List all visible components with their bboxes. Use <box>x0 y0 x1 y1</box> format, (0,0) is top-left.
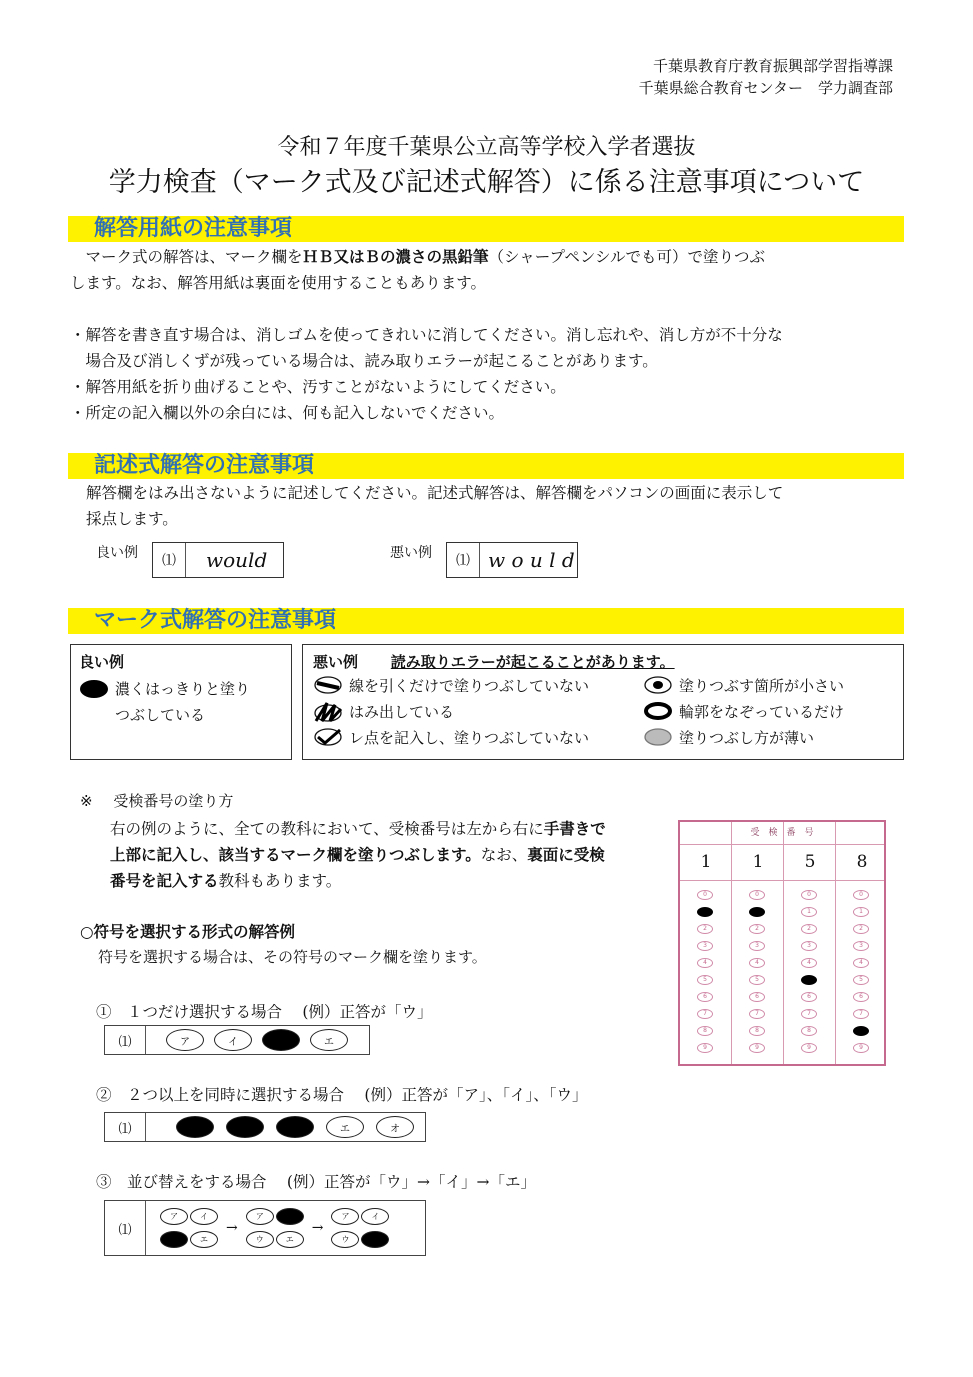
bad-item-small-text: 塗りつぶす箇所が小さい <box>679 676 845 695</box>
sheet-column <box>784 822 836 1064</box>
mark-bad-warning: 読み取りエラーが起こることがあります。 <box>390 653 675 671</box>
exam-text-line-1 <box>110 816 670 842</box>
mark-bad-left-col <box>313 672 643 750</box>
example1-answer-row <box>104 1025 370 1055</box>
sheet-bubble: 6 <box>697 992 713 1002</box>
sheet-bubble: 5 <box>697 975 713 985</box>
bad-item-overflow-text: はみ出している <box>349 702 455 721</box>
title-line-2: 学力検査（マーク式及び記述式解答）に係る注意事項について <box>108 167 865 198</box>
section1-bullets <box>70 322 920 426</box>
bad-answer-text: w o u l d <box>488 548 575 572</box>
org-line-1: 千葉県教育庁教育振興部学習指導課 <box>652 57 893 75</box>
example3-answer-row <box>104 1200 426 1256</box>
bubble-a: ア <box>166 1029 204 1051</box>
mark-good-text <box>115 676 250 728</box>
organization-block <box>639 55 893 99</box>
note-mark: ※ <box>80 792 93 810</box>
sheet-bubble: 3 <box>697 941 713 951</box>
example3-groups <box>160 1208 389 1248</box>
overflow-mark-icon <box>313 701 343 721</box>
sheet-bubble: 9 <box>801 1043 817 1053</box>
mark-good-row <box>79 676 283 728</box>
bubble-i: イ <box>214 1029 252 1051</box>
sheet-bubble: 2 <box>697 924 713 934</box>
sheet-bubble: 2 <box>853 924 869 934</box>
sheet-bubble <box>853 1026 869 1036</box>
section2-line-1: 解答欄をはみ出さないように記述してください。記述式解答は、解答欄をパソコンの画面に表示して <box>86 484 784 502</box>
sheet-bubble: 9 <box>853 1043 869 1053</box>
mark-bad-right-col <box>643 672 844 750</box>
line-stroke-mark-icon <box>313 675 343 695</box>
sheet-bubble: 0 <box>749 890 765 900</box>
example2-answer-row <box>104 1112 426 1142</box>
bubble-e: エ <box>326 1116 364 1138</box>
sheet-bubble: 0 <box>853 890 869 900</box>
bubble-i-filled <box>276 1208 304 1225</box>
bubble-e: エ <box>190 1231 218 1248</box>
small-fill-mark-icon <box>643 675 673 695</box>
sheet-bubble: 2 <box>801 924 817 934</box>
bubble-a: ア <box>160 1208 188 1225</box>
sheet-bubble: 0 <box>697 890 713 900</box>
sheet-bubble: 1 <box>801 907 817 917</box>
symbol-section-intro: 符号を選択する場合は、その符号のマーク欄を塗ります。 <box>98 948 487 966</box>
answer-number: ⑴ <box>105 1026 146 1054</box>
sheet-digit: 5 <box>804 852 816 872</box>
mark-bad-title: 悪い例 <box>313 653 359 671</box>
sheet-bubble: 7 <box>749 1009 765 1019</box>
sheet-bubble: 9 <box>749 1043 765 1053</box>
good-example-label: 良い例 <box>96 545 138 561</box>
section1-intro-line1 <box>70 244 910 270</box>
sheet-bubble: 8 <box>697 1026 713 1036</box>
section1-intro <box>70 244 910 296</box>
answer-number: ⑴ <box>447 543 480 577</box>
bubble-e-filled <box>361 1231 389 1248</box>
title-line-1: 令和７年度千葉県公立高等学校入学者選抜 <box>277 135 696 160</box>
exam-number-sheet <box>678 820 886 1066</box>
intro-text-bold: ＨＢ又はＢの濃さの黒鉛筆 <box>302 248 489 266</box>
section1-intro-line2: します。なお、解答用紙は裏面を使用することもあります。 <box>70 274 487 292</box>
sheet-bubble: 3 <box>749 941 765 951</box>
mark-good-text-line1: 濃くはっきりと塗り <box>115 680 251 698</box>
bullet-1-line-2: 場合及び消しくずが残っている場合は、読み取りエラーが起こることがあります。 <box>70 352 658 370</box>
sheet-bubble: 4 <box>853 958 869 968</box>
sheet-bubble: 7 <box>697 1009 713 1019</box>
sheet-bubble: 1 <box>853 907 869 917</box>
bubble-o: オ <box>376 1116 414 1138</box>
bad-item-outline <box>643 698 844 724</box>
bubble-u-filled <box>160 1231 188 1248</box>
bubble-i: イ <box>190 1208 218 1225</box>
mark-good-text-line2: つぶしている <box>115 706 206 724</box>
bubble-a-filled <box>176 1116 214 1138</box>
order-group-1 <box>160 1208 218 1248</box>
sheet-bubble <box>749 907 765 917</box>
mark-bad-example-box <box>302 644 904 760</box>
mark-bad-title-row <box>313 651 893 672</box>
sheet-bubble: 3 <box>853 941 869 951</box>
bad-item-outline-text: 輪郭をなぞっているだけ <box>679 702 845 721</box>
answer-number: ⑴ <box>153 543 186 577</box>
filled-mark-icon <box>79 679 109 699</box>
example3-label: ③ 並び替えをする場合 (例）正答が「ウ」→「イ」→「エ」 <box>96 1173 536 1191</box>
bubble-e: エ <box>310 1029 348 1051</box>
bad-example-label: 悪い例 <box>390 545 432 561</box>
exam-text-b: なお、 <box>480 846 528 864</box>
sheet-column <box>732 822 784 1064</box>
sheet-bubble: 3 <box>801 941 817 951</box>
exam-text-line-3 <box>110 868 670 894</box>
sheet-header: 受 検 番 号 <box>680 822 884 845</box>
exam-text-bold-d: 番号を記入する <box>110 872 219 890</box>
sheet-digit: 1 <box>752 852 764 872</box>
exam-text-a: 右の例のように、全ての教科において、受検番号は左から右に <box>110 820 544 838</box>
example2-bubbles <box>176 1116 414 1138</box>
sheet-bubble: 4 <box>749 958 765 968</box>
section2-text <box>86 480 916 532</box>
exam-text-bold-b: 上部に記入し、該当するマーク欄を塗りつぶします。 <box>110 846 481 864</box>
bad-example-box <box>446 542 578 578</box>
good-answer-text: would <box>206 548 268 572</box>
sheet-column <box>836 822 888 1064</box>
sheet-bubble: 5 <box>749 975 765 985</box>
sheet-bubble: 7 <box>801 1009 817 1019</box>
sheet-bubble <box>801 975 817 985</box>
intro-text-b: （シャープペンシルでも可）で塗りつぶ <box>488 248 766 266</box>
outline-mark-icon <box>643 701 673 721</box>
sheet-bubble: 8 <box>801 1026 817 1036</box>
bad-item-line-text: 線を引くだけで塗りつぶしていない <box>349 676 590 695</box>
bubble-u-filled <box>262 1029 300 1051</box>
section2-line-2: 採点します。 <box>86 510 178 528</box>
exam-number-title: 受検番号の塗り方 <box>113 792 234 810</box>
sheet-bubble: 6 <box>853 992 869 1002</box>
mark-bad-items <box>313 672 893 750</box>
example2-label: ② ２つ以上を同時に選択する場合 (例）正答が「ア」、「イ」、「ウ」 <box>96 1086 588 1104</box>
answer-number: ⑴ <box>105 1113 146 1141</box>
good-example-box <box>152 542 284 578</box>
sheet-bubble: 4 <box>801 958 817 968</box>
exam-text-line-2 <box>110 842 670 868</box>
bad-item-check <box>313 724 643 750</box>
bubble-i: イ <box>361 1208 389 1225</box>
intro-text-a: マーク式の解答は、マーク欄を <box>70 248 303 266</box>
bubble-a: ア <box>331 1208 359 1225</box>
sheet-bubble: 4 <box>697 958 713 968</box>
bullet-3: ・所定の記入欄以外の余白には、何も記入しないでください。 <box>70 404 505 422</box>
org-line-2: 千葉県総合教育センター 学力調査部 <box>638 79 893 97</box>
sheet-digit: 8 <box>856 852 868 872</box>
bubble-a: ア <box>246 1208 274 1225</box>
section3-heading: マーク式解答の注意事項 <box>68 608 904 634</box>
exam-text-bold-a: 手書きで <box>543 820 606 838</box>
order-group-2 <box>246 1208 304 1248</box>
bubble-e: エ <box>276 1231 304 1248</box>
bad-item-small <box>643 672 844 698</box>
bad-item-line <box>313 672 643 698</box>
sheet-bubble: 7 <box>853 1009 869 1019</box>
bullet-1-line-1: ・解答を書き直す場合は、消しゴムを使ってきれいに消してください。消し忘れや、消し方が不十分な <box>70 326 783 344</box>
sheet-digit: 1 <box>700 852 712 872</box>
sheet-bubble: 6 <box>801 992 817 1002</box>
bubble-u: ウ <box>246 1231 274 1248</box>
arrow-1: → <box>226 1220 238 1236</box>
section2-heading: 記述式解答の注意事項 <box>68 453 904 479</box>
exam-text-c: 教科もあります。 <box>218 872 342 890</box>
sheet-bubble: 8 <box>749 1026 765 1036</box>
sheet-bubble <box>697 907 713 917</box>
arrow-2: → <box>311 1220 324 1236</box>
bubble-u: ウ <box>331 1231 359 1248</box>
bad-item-check-text: レ点を記入し、塗りつぶしていない <box>349 728 590 747</box>
mark-good-example-box <box>70 644 292 760</box>
exam-number-text <box>110 816 670 894</box>
example1-bubbles <box>166 1029 348 1051</box>
order-group-3 <box>331 1208 389 1248</box>
exam-number-heading <box>80 790 233 811</box>
bad-item-overflow <box>313 698 643 724</box>
mark-good-title: 良い例 <box>79 653 125 671</box>
example1-label: ① １つだけ選択する場合 (例）正答が「ウ」 <box>96 1003 433 1021</box>
sheet-bubble: 5 <box>853 975 869 985</box>
exam-text-bold-c: 裏面に受検 <box>527 846 605 864</box>
sheet-column <box>680 822 732 1064</box>
bad-item-light-text: 塗りつぶし方が薄い <box>679 728 815 747</box>
sheet-bubble: 2 <box>749 924 765 934</box>
symbol-section-title: ○符号を選択する形式の解答例 <box>80 923 296 941</box>
sheet-bubble: 9 <box>697 1043 713 1053</box>
bullet-2: ・解答用紙を折り曲げることや、汚すことがないようにしてください。 <box>70 378 566 396</box>
bubble-u-filled <box>276 1116 314 1138</box>
sheet-bubble: 6 <box>749 992 765 1002</box>
section1-heading: 解答用紙の注意事項 <box>68 216 904 242</box>
bubble-i-filled <box>226 1116 264 1138</box>
check-mark-icon <box>313 727 343 747</box>
answer-number: ⑴ <box>105 1201 146 1255</box>
sheet-bubble: 0 <box>801 890 817 900</box>
light-fill-mark-icon <box>643 727 673 747</box>
bad-item-light <box>643 724 844 750</box>
